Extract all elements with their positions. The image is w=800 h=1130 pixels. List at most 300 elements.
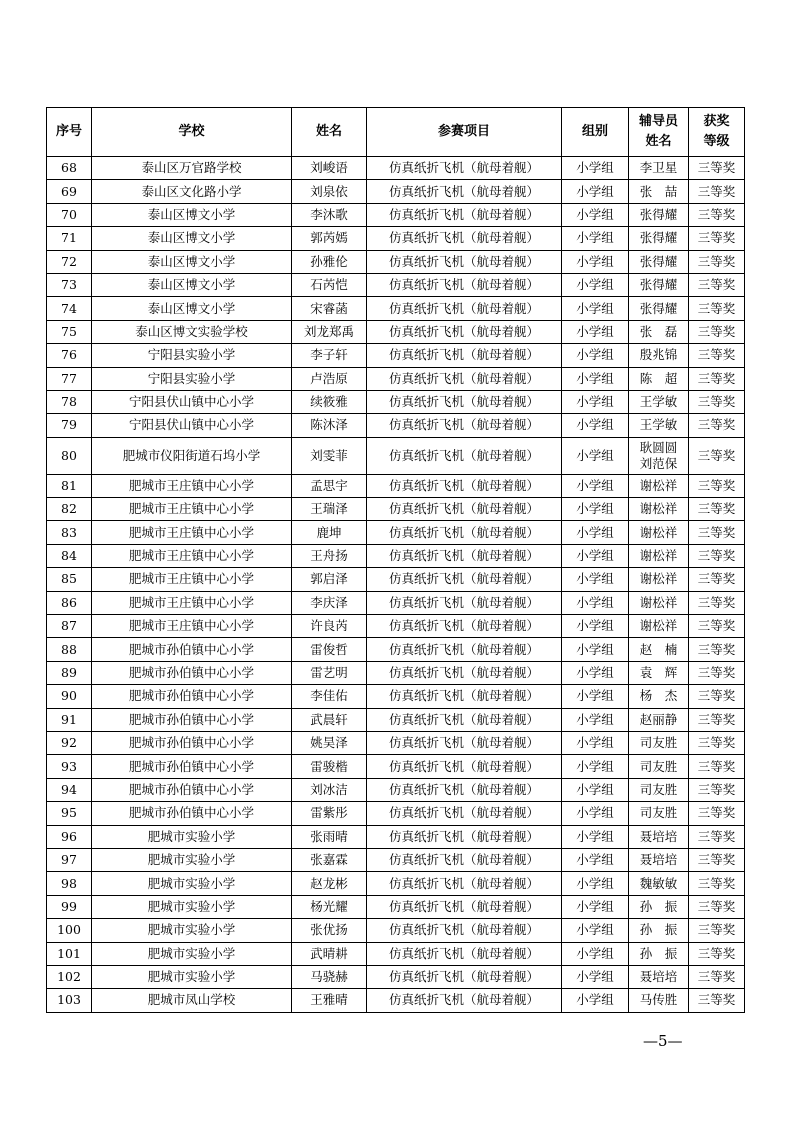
cell-school: 肥城市实验小学 <box>92 942 292 965</box>
cell-award: 三等奖 <box>689 437 745 474</box>
cell-tutor <box>629 390 689 413</box>
cell-tutor <box>629 250 689 273</box>
cell-project: 仿真纸折飞机（航母着舰） <box>367 498 562 521</box>
cell-award: 三等奖 <box>689 778 745 801</box>
cell-seq: 86 <box>47 591 92 614</box>
cell-school: 肥城市实验小学 <box>92 848 292 871</box>
cell-school: 宁阳县实验小学 <box>92 367 292 390</box>
cell-tutor <box>629 474 689 497</box>
cell-project: 仿真纸折飞机（航母着舰） <box>367 731 562 754</box>
cell-award: 三等奖 <box>689 273 745 296</box>
table-row <box>47 942 745 965</box>
cell-seq: 101 <box>47 942 92 965</box>
cell-group: 小学组 <box>562 297 629 320</box>
cell-name: 续筱雅 <box>292 390 367 413</box>
cell-seq: 73 <box>47 273 92 296</box>
cell-tutor <box>629 778 689 801</box>
tutor-name: 张得耀 <box>639 277 678 293</box>
cell-seq: 74 <box>47 297 92 320</box>
cell-seq: 76 <box>47 344 92 367</box>
tutor-name: 张得耀 <box>639 230 678 246</box>
cell-school: 肥城市王庄镇中心小学 <box>92 498 292 521</box>
cell-school: 肥城市实验小学 <box>92 919 292 942</box>
table-row <box>47 203 745 226</box>
cell-group: 小学组 <box>562 685 629 708</box>
tutor-name: 杨 杰 <box>639 688 678 704</box>
cell-seq: 80 <box>47 437 92 474</box>
cell-group: 小学组 <box>562 825 629 848</box>
cell-seq: 69 <box>47 180 92 203</box>
table-row <box>47 157 745 180</box>
tutor-name: 赵丽静 <box>639 711 678 727</box>
cell-tutor <box>629 708 689 731</box>
cell-tutor <box>629 521 689 544</box>
cell-tutor <box>629 344 689 367</box>
cell-project: 仿真纸折飞机（航母着舰） <box>367 367 562 390</box>
cell-school: 泰山区博文小学 <box>92 297 292 320</box>
cell-project: 仿真纸折飞机（航母着舰） <box>367 414 562 437</box>
tutor-name: 赵 楠 <box>639 641 678 657</box>
cell-award: 三等奖 <box>689 895 745 918</box>
header-project: 参赛项目 <box>367 108 562 157</box>
cell-award: 三等奖 <box>689 414 745 437</box>
cell-seq: 83 <box>47 521 92 544</box>
cell-seq: 93 <box>47 755 92 778</box>
cell-group: 小学组 <box>562 638 629 661</box>
table-row <box>47 297 745 320</box>
table-row <box>47 437 745 474</box>
cell-group: 小学组 <box>562 615 629 638</box>
cell-group: 小学组 <box>562 344 629 367</box>
cell-seq: 97 <box>47 848 92 871</box>
cell-award: 三等奖 <box>689 825 745 848</box>
cell-seq: 72 <box>47 250 92 273</box>
cell-tutor <box>629 825 689 848</box>
cell-tutor <box>629 661 689 684</box>
cell-project: 仿真纸折飞机（航母着舰） <box>367 320 562 343</box>
cell-award: 三等奖 <box>689 708 745 731</box>
cell-award: 三等奖 <box>689 320 745 343</box>
cell-seq: 70 <box>47 203 92 226</box>
table-row <box>47 498 745 521</box>
cell-seq: 103 <box>47 989 92 1012</box>
table-row <box>47 848 745 871</box>
cell-award: 三等奖 <box>689 180 745 203</box>
table-row <box>47 414 745 437</box>
cell-award: 三等奖 <box>689 802 745 825</box>
cell-award: 三等奖 <box>689 367 745 390</box>
cell-award: 三等奖 <box>689 989 745 1012</box>
cell-seq: 68 <box>47 157 92 180</box>
cell-school: 泰山区博文实验学校 <box>92 320 292 343</box>
award-table <box>46 107 745 1013</box>
tutor-name: 马传胜 <box>639 992 678 1008</box>
cell-award: 三等奖 <box>689 848 745 871</box>
cell-school: 肥城市实验小学 <box>92 825 292 848</box>
cell-group: 小学组 <box>562 942 629 965</box>
cell-group: 小学组 <box>562 989 629 1012</box>
tutor-name: 司友胜 <box>639 805 678 821</box>
cell-school: 泰山区博文小学 <box>92 250 292 273</box>
table-row <box>47 474 745 497</box>
cell-project: 仿真纸折飞机（航母着舰） <box>367 227 562 250</box>
cell-group: 小学组 <box>562 965 629 988</box>
cell-group: 小学组 <box>562 661 629 684</box>
tutor-name: 谢松祥 <box>639 477 678 493</box>
tutor-name: 王学敏 <box>639 394 678 410</box>
cell-seq: 82 <box>47 498 92 521</box>
cell-group: 小学组 <box>562 250 629 273</box>
cell-seq: 98 <box>47 872 92 895</box>
table-row <box>47 989 745 1012</box>
table-row <box>47 685 745 708</box>
tutor-name: 司友胜 <box>639 735 678 751</box>
cell-group: 小学组 <box>562 180 629 203</box>
cell-name: 李沐歌 <box>292 203 367 226</box>
cell-seq: 94 <box>47 778 92 801</box>
cell-school: 泰山区博文小学 <box>92 227 292 250</box>
cell-name: 马骁赫 <box>292 965 367 988</box>
cell-tutor <box>629 989 689 1012</box>
cell-name: 张嘉霖 <box>292 848 367 871</box>
tutor-name: 谢松祥 <box>639 524 678 540</box>
cell-name: 雷骏楷 <box>292 755 367 778</box>
cell-project: 仿真纸折飞机（航母着舰） <box>367 273 562 296</box>
cell-group: 小学组 <box>562 778 629 801</box>
cell-project: 仿真纸折飞机（航母着舰） <box>367 390 562 413</box>
cell-name: 武晨轩 <box>292 708 367 731</box>
cell-award: 三等奖 <box>689 521 745 544</box>
table-row <box>47 708 745 731</box>
cell-seq: 99 <box>47 895 92 918</box>
cell-school: 肥城市仪阳街道石坞小学 <box>92 437 292 474</box>
cell-award: 三等奖 <box>689 965 745 988</box>
table-row <box>47 615 745 638</box>
cell-tutor <box>629 942 689 965</box>
cell-school: 肥城市王庄镇中心小学 <box>92 591 292 614</box>
cell-name: 刘雯菲 <box>292 437 367 474</box>
cell-name: 鹿坤 <box>292 521 367 544</box>
cell-name: 王舟扬 <box>292 544 367 567</box>
table-row <box>47 731 745 754</box>
cell-tutor <box>629 755 689 778</box>
tutor-name: 耿圆圆 <box>639 439 678 455</box>
cell-seq: 102 <box>47 965 92 988</box>
cell-name: 李子轩 <box>292 344 367 367</box>
cell-school: 肥城市实验小学 <box>92 872 292 895</box>
cell-school: 肥城市孙伯镇中心小学 <box>92 755 292 778</box>
cell-school: 肥城市实验小学 <box>92 895 292 918</box>
header-tutor-line1: 辅导员 <box>638 114 678 129</box>
cell-seq: 78 <box>47 390 92 413</box>
cell-tutor <box>629 685 689 708</box>
cell-school: 肥城市王庄镇中心小学 <box>92 544 292 567</box>
cell-name: 张优扬 <box>292 919 367 942</box>
table-row <box>47 227 745 250</box>
cell-school: 肥城市实验小学 <box>92 965 292 988</box>
cell-award: 三等奖 <box>689 474 745 497</box>
cell-name: 杨光耀 <box>292 895 367 918</box>
cell-group: 小学组 <box>562 203 629 226</box>
cell-group: 小学组 <box>562 848 629 871</box>
cell-name: 孟思宇 <box>292 474 367 497</box>
table-row <box>47 965 745 988</box>
cell-seq: 88 <box>47 638 92 661</box>
header-row <box>47 108 745 157</box>
cell-seq: 91 <box>47 708 92 731</box>
tutor-name: 王学敏 <box>639 417 678 433</box>
cell-name: 刘冰洁 <box>292 778 367 801</box>
header-award-line1: 获奖 <box>703 114 730 129</box>
table-row <box>47 778 745 801</box>
cell-name: 刘泉依 <box>292 180 367 203</box>
table-row <box>47 895 745 918</box>
cell-tutor <box>629 544 689 567</box>
cell-name: 赵龙彬 <box>292 872 367 895</box>
cell-tutor <box>629 895 689 918</box>
cell-award: 三等奖 <box>689 544 745 567</box>
tutor-name: 孙 振 <box>639 945 678 961</box>
tutor-name: 张得耀 <box>639 206 678 222</box>
cell-tutor <box>629 965 689 988</box>
cell-group: 小学组 <box>562 367 629 390</box>
cell-project: 仿真纸折飞机（航母着舰） <box>367 989 562 1012</box>
tutor-name: 谢松祥 <box>639 548 678 564</box>
cell-award: 三等奖 <box>689 755 745 778</box>
cell-tutor <box>629 919 689 942</box>
header-name: 姓名 <box>292 108 367 157</box>
tutor-name: 谢松祥 <box>639 618 678 634</box>
cell-award: 三等奖 <box>689 344 745 367</box>
cell-tutor <box>629 638 689 661</box>
cell-award: 三等奖 <box>689 203 745 226</box>
cell-award: 三等奖 <box>689 250 745 273</box>
tutor-name: 谢松祥 <box>639 571 678 587</box>
cell-award: 三等奖 <box>689 615 745 638</box>
cell-name: 张雨晴 <box>292 825 367 848</box>
table-row <box>47 544 745 567</box>
cell-tutor <box>629 568 689 591</box>
cell-seq: 81 <box>47 474 92 497</box>
table-row <box>47 250 745 273</box>
cell-project: 仿真纸折飞机（航母着舰） <box>367 615 562 638</box>
cell-school: 肥城市孙伯镇中心小学 <box>92 685 292 708</box>
cell-group: 小学组 <box>562 872 629 895</box>
tutor-name: 孙 振 <box>639 922 678 938</box>
cell-project: 仿真纸折飞机（航母着舰） <box>367 474 562 497</box>
table-row <box>47 273 745 296</box>
cell-school: 肥城市孙伯镇中心小学 <box>92 778 292 801</box>
cell-name: 武晴耕 <box>292 942 367 965</box>
cell-group: 小学组 <box>562 521 629 544</box>
tutor-name: 司友胜 <box>639 758 678 774</box>
cell-school: 泰山区万官路学校 <box>92 157 292 180</box>
cell-tutor <box>629 414 689 437</box>
cell-project: 仿真纸折飞机（航母着舰） <box>367 437 562 474</box>
header-award <box>689 108 745 157</box>
cell-name: 雷紫彤 <box>292 802 367 825</box>
cell-seq: 77 <box>47 367 92 390</box>
cell-project: 仿真纸折飞机（航母着舰） <box>367 568 562 591</box>
cell-school: 肥城市孙伯镇中心小学 <box>92 661 292 684</box>
table-row <box>47 180 745 203</box>
cell-school: 宁阳县实验小学 <box>92 344 292 367</box>
cell-award: 三等奖 <box>689 390 745 413</box>
cell-award: 三等奖 <box>689 731 745 754</box>
cell-name: 王雅晴 <box>292 989 367 1012</box>
tutor-name: 李卫星 <box>639 160 678 176</box>
cell-group: 小学组 <box>562 802 629 825</box>
cell-tutor <box>629 367 689 390</box>
cell-group: 小学组 <box>562 390 629 413</box>
tutor-name: 聂培培 <box>639 828 678 844</box>
cell-tutor <box>629 203 689 226</box>
cell-seq: 84 <box>47 544 92 567</box>
cell-name: 王瑞泽 <box>292 498 367 521</box>
cell-project: 仿真纸折飞机（航母着舰） <box>367 825 562 848</box>
table-body <box>47 157 745 1013</box>
cell-seq: 92 <box>47 731 92 754</box>
cell-seq: 90 <box>47 685 92 708</box>
header-seq: 序号 <box>47 108 92 157</box>
cell-school: 泰山区文化路小学 <box>92 180 292 203</box>
tutor-name: 聂培培 <box>639 852 678 868</box>
cell-school: 肥城市孙伯镇中心小学 <box>92 731 292 754</box>
table-row <box>47 591 745 614</box>
header-award-line2: 等级 <box>703 134 730 149</box>
cell-group: 小学组 <box>562 731 629 754</box>
table-row <box>47 568 745 591</box>
cell-seq: 95 <box>47 802 92 825</box>
cell-project: 仿真纸折飞机（航母着舰） <box>367 297 562 320</box>
cell-school: 宁阳县伏山镇中心小学 <box>92 414 292 437</box>
cell-project: 仿真纸折飞机（航母着舰） <box>367 708 562 731</box>
cell-school: 肥城市孙伯镇中心小学 <box>92 638 292 661</box>
header-group: 组别 <box>562 108 629 157</box>
cell-seq: 96 <box>47 825 92 848</box>
cell-seq: 85 <box>47 568 92 591</box>
cell-tutor <box>629 731 689 754</box>
tutor-name: 聂培培 <box>639 969 678 985</box>
cell-project: 仿真纸折飞机（航母着舰） <box>367 250 562 273</box>
cell-school: 肥城市王庄镇中心小学 <box>92 521 292 544</box>
cell-project: 仿真纸折飞机（航母着舰） <box>367 544 562 567</box>
cell-name: 卢浩原 <box>292 367 367 390</box>
table-row <box>47 390 745 413</box>
cell-name: 刘峻语 <box>292 157 367 180</box>
cell-group: 小学组 <box>562 320 629 343</box>
table-row <box>47 755 745 778</box>
cell-group: 小学组 <box>562 544 629 567</box>
cell-award: 三等奖 <box>689 498 745 521</box>
cell-seq: 100 <box>47 919 92 942</box>
table-row <box>47 638 745 661</box>
cell-project: 仿真纸折飞机（航母着舰） <box>367 521 562 544</box>
page-number: —5— <box>643 1032 683 1050</box>
tutor-name: 刘范保 <box>639 455 678 471</box>
cell-project: 仿真纸折飞机（航母着舰） <box>367 591 562 614</box>
cell-name: 李佳佑 <box>292 685 367 708</box>
cell-group: 小学组 <box>562 498 629 521</box>
cell-project: 仿真纸折飞机（航母着舰） <box>367 755 562 778</box>
tutor-name: 张得耀 <box>639 253 678 269</box>
cell-group: 小学组 <box>562 414 629 437</box>
cell-group: 小学组 <box>562 474 629 497</box>
cell-school: 肥城市王庄镇中心小学 <box>92 474 292 497</box>
cell-group: 小学组 <box>562 273 629 296</box>
header-school: 学校 <box>92 108 292 157</box>
cell-name: 李庆泽 <box>292 591 367 614</box>
cell-name: 郭启泽 <box>292 568 367 591</box>
tutor-name: 孙 振 <box>639 898 678 914</box>
cell-group: 小学组 <box>562 919 629 942</box>
table-row <box>47 661 745 684</box>
cell-seq: 79 <box>47 414 92 437</box>
cell-project: 仿真纸折飞机（航母着舰） <box>367 965 562 988</box>
cell-award: 三等奖 <box>689 568 745 591</box>
table-row <box>47 521 745 544</box>
cell-project: 仿真纸折飞机（航母着舰） <box>367 638 562 661</box>
cell-tutor <box>629 848 689 871</box>
cell-award: 三等奖 <box>689 157 745 180</box>
cell-school: 泰山区博文小学 <box>92 203 292 226</box>
cell-group: 小学组 <box>562 591 629 614</box>
cell-tutor <box>629 437 689 474</box>
cell-name: 宋睿菡 <box>292 297 367 320</box>
cell-tutor <box>629 872 689 895</box>
cell-project: 仿真纸折飞机（航母着舰） <box>367 157 562 180</box>
cell-tutor <box>629 498 689 521</box>
table-row <box>47 919 745 942</box>
cell-school: 肥城市王庄镇中心小学 <box>92 568 292 591</box>
cell-school: 肥城市凤山学校 <box>92 989 292 1012</box>
cell-award: 三等奖 <box>689 661 745 684</box>
cell-project: 仿真纸折飞机（航母着舰） <box>367 778 562 801</box>
cell-award: 三等奖 <box>689 591 745 614</box>
tutor-name: 司友胜 <box>639 781 678 797</box>
cell-name: 石芮恺 <box>292 273 367 296</box>
cell-name: 姚昊泽 <box>292 731 367 754</box>
cell-award: 三等奖 <box>689 685 745 708</box>
tutor-name: 魏敏敏 <box>639 875 678 891</box>
cell-tutor <box>629 802 689 825</box>
cell-tutor <box>629 591 689 614</box>
table-row <box>47 802 745 825</box>
tutor-name: 谢松祥 <box>639 501 678 517</box>
cell-project: 仿真纸折飞机（航母着舰） <box>367 872 562 895</box>
cell-tutor <box>629 157 689 180</box>
cell-group: 小学组 <box>562 437 629 474</box>
cell-award: 三等奖 <box>689 919 745 942</box>
cell-group: 小学组 <box>562 755 629 778</box>
cell-award: 三等奖 <box>689 227 745 250</box>
table-row <box>47 367 745 390</box>
cell-project: 仿真纸折飞机（航母着舰） <box>367 180 562 203</box>
cell-group: 小学组 <box>562 708 629 731</box>
cell-school: 泰山区博文小学 <box>92 273 292 296</box>
tutor-name: 张得耀 <box>639 300 678 316</box>
cell-project: 仿真纸折飞机（航母着舰） <box>367 203 562 226</box>
table-row <box>47 825 745 848</box>
cell-project: 仿真纸折飞机（航母着舰） <box>367 661 562 684</box>
cell-school: 肥城市孙伯镇中心小学 <box>92 802 292 825</box>
cell-award: 三等奖 <box>689 297 745 320</box>
cell-award: 三等奖 <box>689 872 745 895</box>
header-tutor <box>629 108 689 157</box>
cell-name: 郭芮嫣 <box>292 227 367 250</box>
cell-seq: 87 <box>47 615 92 638</box>
cell-seq: 75 <box>47 320 92 343</box>
